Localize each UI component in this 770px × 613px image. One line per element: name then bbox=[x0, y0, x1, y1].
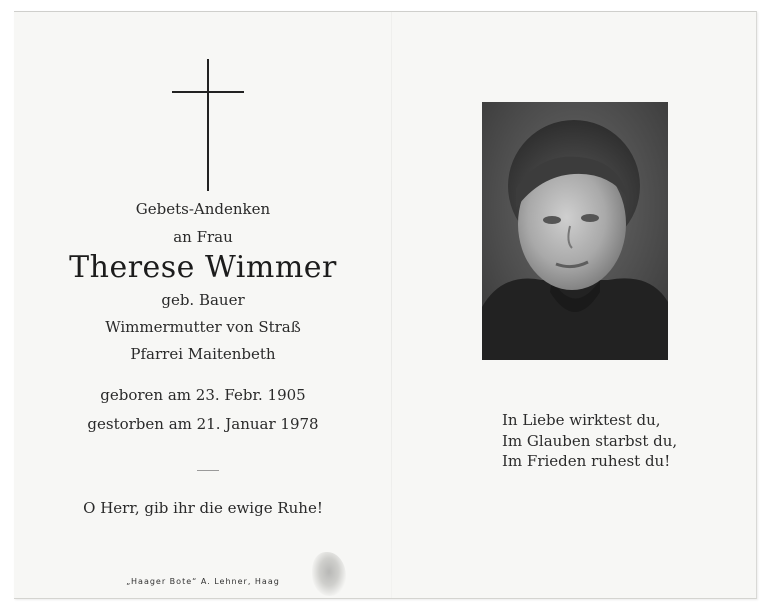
prayer-line: O Herr, gib ihr die ewige Ruhe! bbox=[83, 499, 323, 517]
memorial-card bbox=[14, 11, 757, 599]
verse-line: In Liebe wirktest du, bbox=[502, 411, 661, 429]
death-date: gestorben am 21. Januar 1978 bbox=[87, 415, 319, 433]
printer-credit: „Haager Bote“ A. Lehner, Haag bbox=[126, 577, 280, 586]
memorial-verse bbox=[502, 410, 677, 472]
paper-stain bbox=[312, 552, 346, 596]
portrait-photo bbox=[482, 102, 668, 360]
latin-cross-icon bbox=[172, 59, 244, 191]
deceased-name: Therese Wimmer bbox=[69, 250, 337, 285]
role: Wimmermutter von Straß bbox=[105, 318, 301, 336]
verse-line: Im Glauben starbst du, bbox=[502, 431, 678, 450]
parish: Pfarrei Maitenbeth bbox=[130, 345, 276, 363]
birth-date: geboren am 23. Febr. 1905 bbox=[100, 386, 306, 404]
separator-line bbox=[197, 470, 219, 471]
salutation: an Frau bbox=[173, 228, 233, 246]
card-header: Gebets-Andenken bbox=[135, 200, 271, 218]
maiden-name: geb. Bauer bbox=[161, 291, 245, 309]
verse-line: Im Frieden ruhest du! bbox=[502, 452, 671, 470]
